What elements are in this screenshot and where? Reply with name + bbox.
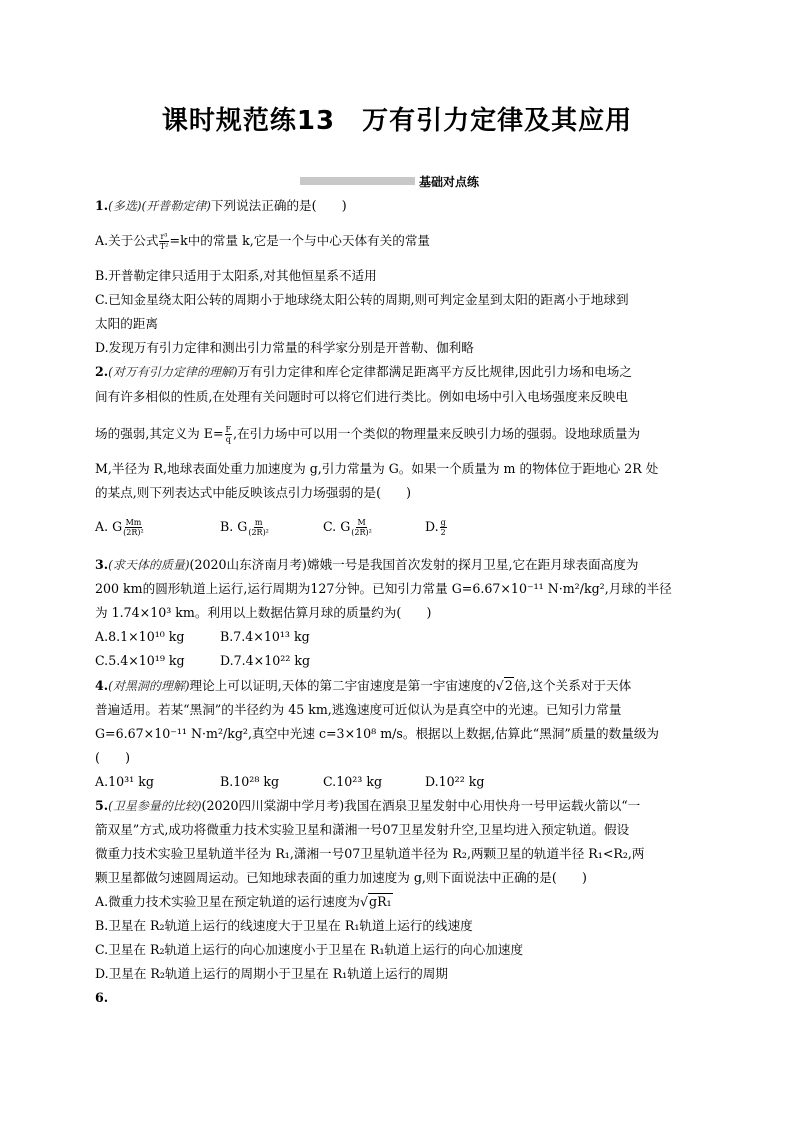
question-number: 5. [95,798,109,813]
sqrt-symbol: √gR₁ [359,894,392,909]
q3-option-c: C.5.4×10¹⁹ kg [95,653,185,668]
page-title: 课时规范练13 万有引力定律及其应用 [161,106,633,136]
q5-option-d: D.卫星在 R₂轨道上运行的周期小于卫星在 R₁轨道上运行的周期 [95,966,448,981]
question-tag: (多选)(开普勒定律) [108,199,211,213]
formula-fraction [159,232,168,251]
fraction-numerator: m [254,518,263,527]
question-text: (2020山东济南月考)嫦娥一号是我国首次发射的探月卫星,它在距月球表面高度为 [189,557,639,572]
question-number: 2. [95,364,109,379]
fraction-denominator: T² [159,242,169,251]
q2-option-a [95,518,145,537]
formula-fraction [248,518,269,537]
option-text: A.关于公式 [95,233,159,248]
q6-stem [95,989,705,1007]
question-text: ,在引力场中可以用一个类似的物理量来反映引力场的强弱。设地球质量为 [233,426,641,441]
radicand: gR₁ [369,894,392,909]
q2-stem [95,363,705,381]
question-number: 3. [95,557,109,572]
question-tag: (卫星参量的比较) [108,799,202,813]
q1-stem [95,197,705,215]
q3-option-a: A.8.1×10¹⁰ kg [95,629,185,644]
fraction-denominator: (2R)² [123,528,144,537]
question-text: 理论上可以证明,天体的第二宇宙速度是第一宇宙速度的 [189,678,496,693]
radicand: 2 [504,678,513,693]
fraction-numerator: g [440,518,446,527]
q5-option-b: B.卫星在 R₂轨道上运行的线速度大于卫星在 R₁轨道上运行的线速度 [95,918,473,933]
formula-fraction [440,518,447,537]
q1-option-d: D.发现万有引力定律和测出引力常量的科学家分别是开普勒、伽利略 [95,340,474,355]
q2-line-2: 间有许多相似的性质,在处理有关问题时可以将它们进行类比。例如电场中引入电场强度来反映电 [95,389,628,404]
q4-option-a: A.10³¹ kg [95,774,154,789]
fraction-numerator: r³ [160,232,168,241]
formula-fraction [225,425,233,444]
option-text: =k中的常量 k,它是一个与中心天体有关的常量 [169,233,431,248]
q4-line-4: ( ) [95,750,131,765]
question-tag: (对黑洞的理解) [108,679,190,693]
q4-option-c: C.10²³ kg [323,774,383,789]
formula-fraction [351,518,372,537]
q5-option-c: C.卫星在 R₂轨道上运行的向心加速度小于卫星在 R₁轨道上运行的向心加速度 [95,942,524,957]
q2-line-3 [95,425,705,444]
q5-line-2: 箭双星”方式,成功将微重力技术实验卫星和潇湘一号07卫星发射升空,卫星均进入预定轨道。假设 [95,822,630,837]
question-number: 1. [95,198,109,213]
q4-line-2: 普遍适用。若某“黑洞”的半径约为 45 km,逃逸速度可近似认为是真空中的光速。已知引力常量 [95,702,622,717]
fraction-denominator: (2R)² [351,528,372,537]
q2-line-5: 的某点,则下列表达式中能反映该点引力场强弱的是( ) [95,485,412,500]
q4-stem [95,677,705,695]
question-tag: (求天体的质量) [108,558,190,572]
fraction-numerator: M [357,518,366,527]
q1-option-c: C.已知金星绕太阳公转的周期小于地球绕太阳公转的周期,则可判定金星到太阳的距离小于地球到 [95,292,629,307]
q2-option-c [323,518,373,537]
option-label: D. [425,519,439,534]
q3-stem [95,556,705,574]
fraction-denominator: q [225,435,231,444]
question-number: 4. [95,678,109,693]
fraction-numerator: F [225,425,232,434]
q4-line-3: G=6.67×10⁻¹¹ N·m²/kg²,真空中光速 c=3×10⁸ m/s。根据以上数据,估算此“黑洞”质量的数量级为 [95,726,660,741]
q5-line-3: 微重力技术实验卫星轨道半径为 R₁,潇湘一号07卫星轨道半径为 R₂,两颗卫星的轨道半径 R₁<R₂,两 [95,846,645,861]
section-bar [300,177,415,185]
q2-line-4: M,半径为 R,地球表面处重力加速度为 g,引力常量为 G。如果一个质量为 m 的物体位于距地心 2R 处 [95,461,659,476]
q1-option-c-cont: 太阳的距离 [95,316,158,331]
q3-options-row-1 [95,628,705,646]
question-text: 场的强弱,其定义为 E= [95,426,224,441]
option-label: B. G [220,519,248,534]
q4-option-b: B.10²⁸ kg [220,774,280,789]
q3-line-3: 为 1.74×10³ km。利用以上数据估算月球的质量约为( ) [95,605,432,620]
option-text: A.微重力技术实验卫星在预定轨道的运行速度为 [95,894,360,909]
q3-options-row-2 [95,652,705,670]
question-number: 6. [95,990,109,1005]
section-label: 基础对点练 [419,174,480,189]
q3-line-2: 200 km的圆形轨道上运行,运行周期为127分钟。已知引力常量 G=6.67×10⁻¹¹ N·m²/kg²,月球的半径 [95,581,672,596]
fraction-denominator: 2 [440,528,446,537]
q3-option-b: B.7.4×10¹³ kg [220,629,310,644]
q4-options [95,773,705,791]
fraction-numerator: Mm [125,518,142,527]
q4-option-d: D.10²² kg [425,774,485,789]
fraction-denominator: (2R)² [248,528,269,537]
q5-stem [95,797,705,815]
question-text: 倍,这个关系对于天体 [513,678,632,693]
q1-option-a [95,232,705,251]
option-label: C. G [323,519,351,534]
q2-option-b [220,518,270,537]
formula-fraction [123,518,144,537]
question-tag: (对万有引力定律的理解) [108,365,238,379]
section-header [300,173,479,189]
sqrt-symbol: √2 [495,678,513,693]
option-label: A. G [95,519,123,534]
q2-options [95,518,705,542]
question-text: 万有引力定律和库仑定律都满足距离平方反比规律,因此引力场和电场之 [237,364,632,379]
q2-option-d [425,518,448,537]
q5-line-4: 颗卫星都做匀速圆周运动。已知地球表面的重力加速度为 g,则下面说法中正确的是( ) [95,870,587,885]
question-text: (2020四川棠湖中学月考)我国在酒泉卫星发射中心用快舟一号甲运载火箭以“一 [201,798,641,813]
q3-option-d: D.7.4×10²² kg [220,653,311,668]
question-text: 下列说法正确的是( ) [210,198,347,213]
q1-option-b: B.开普勒定律只适用于太阳系,对其他恒星系不适用 [95,268,377,283]
q5-option-a [95,893,705,911]
